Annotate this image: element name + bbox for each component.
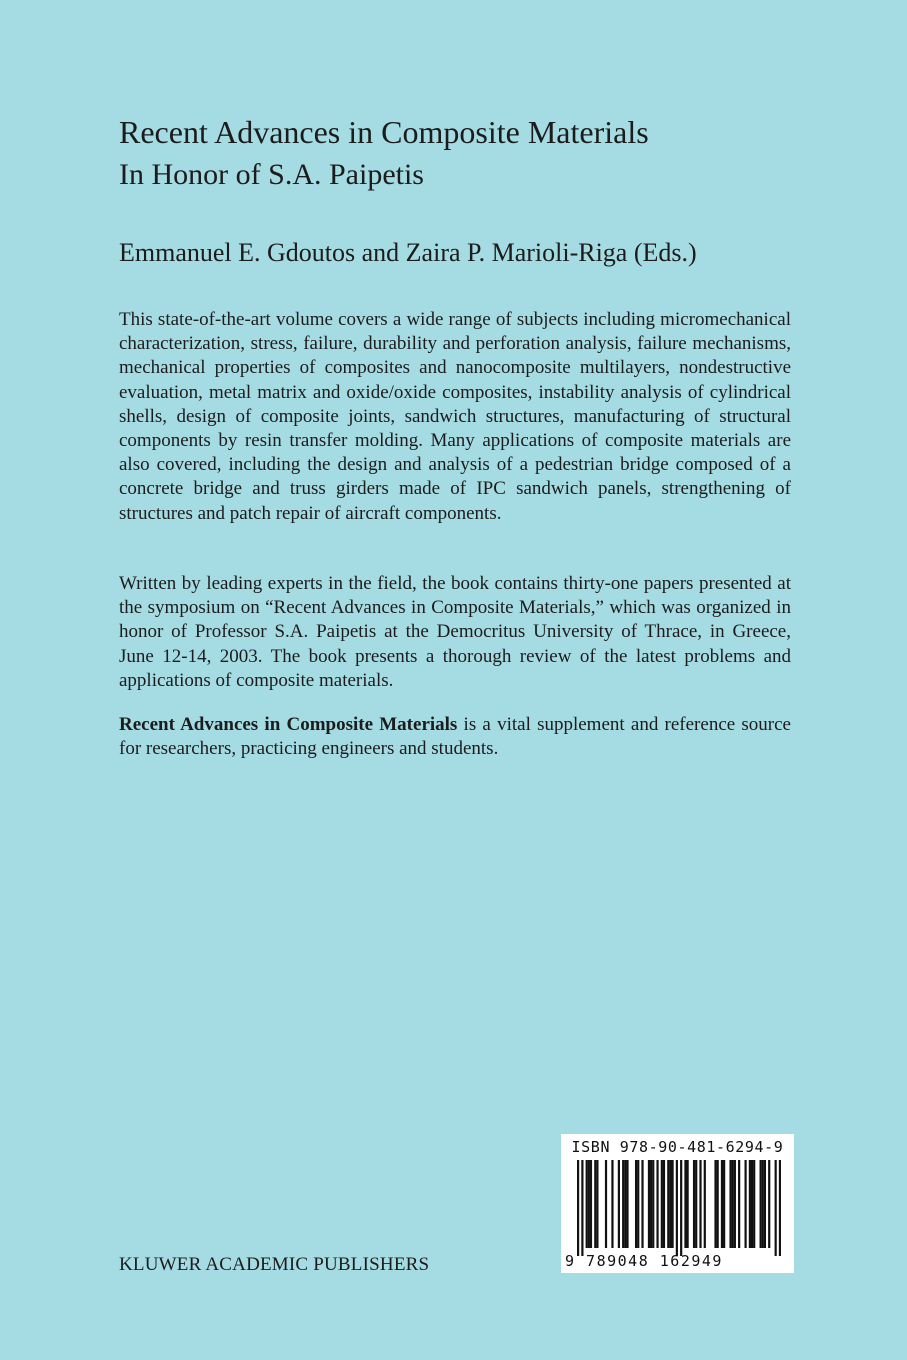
barcode-bar bbox=[671, 1160, 673, 1248]
barcode-bar bbox=[744, 1160, 746, 1248]
barcode-bar bbox=[704, 1160, 706, 1248]
book-title: Recent Advances in Composite Materials bbox=[119, 114, 649, 150]
barcode-bar bbox=[729, 1160, 731, 1248]
barcode-bar bbox=[586, 1160, 588, 1248]
book-editors: Emmanuel E. Gdoutos and Zaira P. Marioli-Riga (Eds.) bbox=[119, 238, 697, 267]
barcode-bar bbox=[577, 1160, 579, 1256]
isbn-label: ISBN 978-90-481-6294-9 bbox=[571, 1138, 784, 1156]
barcode-bar bbox=[590, 1160, 592, 1248]
barcode-bar bbox=[661, 1160, 663, 1248]
barcode-bars bbox=[577, 1160, 781, 1256]
barcode-bar bbox=[762, 1160, 764, 1248]
barcode-bar bbox=[699, 1160, 701, 1248]
barcode-bar bbox=[760, 1160, 762, 1248]
description-paragraph-2: Written by leading experts in the field, the book contains thirty-one papers presented at the symposium on “Recent Advances in Composite Materials,” which was organized in honor of Professor S.A. Paipetis at the Democritus University of Thrace, in Greece, June 12-14, 2003. The book presents a thorough review of the latest problems and applications of composite materials. bbox=[119, 573, 791, 691]
barcode-bar bbox=[680, 1160, 682, 1256]
barcode-bar bbox=[669, 1160, 671, 1248]
barcode-bar bbox=[594, 1160, 596, 1248]
barcode-bar bbox=[626, 1160, 628, 1248]
barcode-bar bbox=[717, 1160, 719, 1248]
barcode-bar bbox=[734, 1160, 736, 1248]
barcode-bar bbox=[751, 1160, 753, 1248]
barcode-bar bbox=[596, 1160, 598, 1248]
barcode-bar bbox=[648, 1160, 650, 1248]
barcode-bar bbox=[695, 1160, 697, 1248]
barcode-bar bbox=[652, 1160, 654, 1248]
barcode-bar bbox=[641, 1160, 643, 1248]
barcode-bar bbox=[637, 1160, 639, 1248]
barcode-bar bbox=[738, 1160, 740, 1248]
barcode-bar bbox=[605, 1160, 607, 1248]
ean-digits: 9 789048 162949 bbox=[565, 1252, 723, 1270]
barcode-bar bbox=[768, 1160, 770, 1248]
book-subtitle: In Honor of S.A. Paipetis bbox=[119, 158, 424, 191]
barcode-bar bbox=[676, 1160, 678, 1256]
barcode-bar bbox=[779, 1160, 781, 1256]
barcode-bar bbox=[656, 1160, 658, 1248]
barcode-bar bbox=[732, 1160, 734, 1248]
barcode-bar bbox=[650, 1160, 652, 1248]
barcode-bar bbox=[611, 1160, 613, 1248]
barcode-bar bbox=[764, 1160, 766, 1248]
description-emphasis-title: Recent Advances in Composite Materials bbox=[119, 714, 458, 735]
barcode-bar bbox=[618, 1160, 620, 1248]
barcode-bar bbox=[714, 1160, 716, 1248]
barcode-bar bbox=[622, 1160, 624, 1248]
barcode-bar bbox=[684, 1160, 686, 1248]
description-paragraph-3 bbox=[119, 713, 791, 761]
barcode-bar bbox=[663, 1160, 665, 1248]
barcode-bar bbox=[723, 1160, 725, 1248]
isbn-barcode bbox=[561, 1134, 794, 1273]
publisher-name: KLUWER ACADEMIC PUBLISHERS bbox=[119, 1254, 430, 1275]
barcode-bar bbox=[667, 1160, 669, 1248]
barcode-bar bbox=[775, 1160, 777, 1256]
description-paragraph-1: This state-of-the-art volume covers a wide range of subjects including micromechanical characterization, stress, failure, durability and perforation analysis, failure mechanisms, mechanical properties of composites and nanocomposite multilayers, nondestructive evaluation, metal matrix and oxide/oxide composites, instability analysis of cylindrical shells, design of composite joints, sandwich structures, manufacturing of structural components by resin transfer molding. Many applications of composite materials are also covered, including the design and analysis of a pedestrian bridge composed of a concrete bridge and truss girders made of IPC sandwich panels, strengthening of structures and patch repair of aircraft components. bbox=[119, 309, 791, 524]
barcode-bar bbox=[749, 1160, 751, 1248]
barcode-bar bbox=[693, 1160, 695, 1248]
barcode-bar bbox=[624, 1160, 626, 1248]
barcode-bar bbox=[687, 1160, 689, 1248]
barcode-bar bbox=[635, 1160, 637, 1248]
barcode-bar bbox=[753, 1160, 755, 1248]
barcode-bar bbox=[721, 1160, 723, 1248]
barcode-bar bbox=[588, 1160, 590, 1248]
barcode-bar bbox=[581, 1160, 583, 1256]
description-paragraph-3-text: is a vital supplement and reference source for researchers, practicing engineers and students. bbox=[119, 714, 791, 760]
